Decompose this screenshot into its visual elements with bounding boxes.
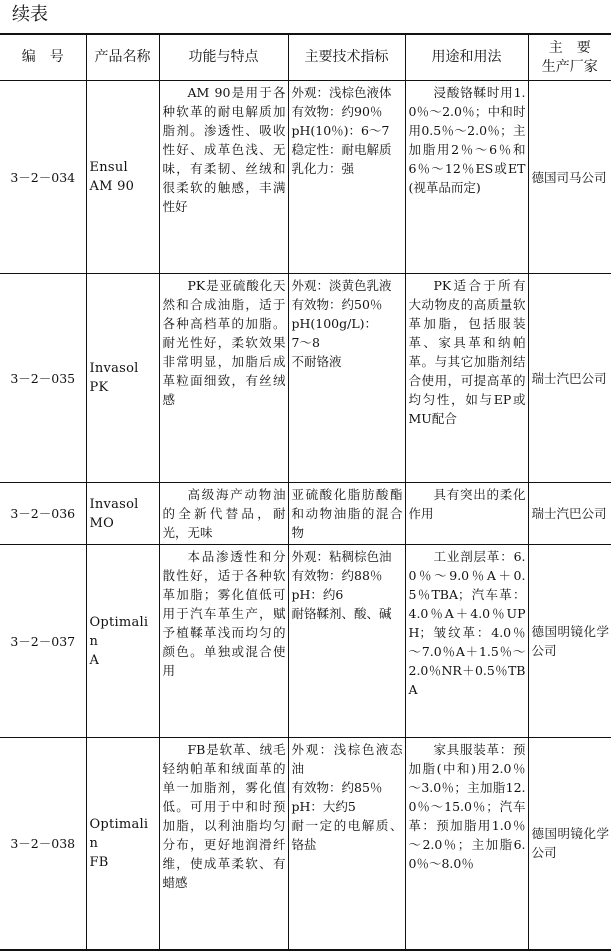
header-usage: 用途和用法: [405, 34, 528, 81]
spec-line: pH：约6: [291, 587, 344, 602]
spec-line: 有效物：约85％: [291, 780, 383, 795]
cell-no: 3－2－038: [0, 738, 86, 950]
spec-line: 外观：浅棕色液体: [291, 85, 392, 100]
spec-line: pH：大约5: [291, 799, 356, 814]
cell-manufacturer: 德国明镜化学公司: [528, 738, 611, 950]
product-name-line: AM 90: [89, 179, 135, 194]
table-caption: 续表: [12, 4, 48, 25]
cell-manufacturer: 瑞士汽巴公司: [528, 274, 611, 483]
cell-specs: [288, 274, 405, 483]
product-name-line: Ensul: [89, 160, 128, 175]
spec-line: 乳化力：强: [291, 161, 355, 176]
spec-line: 有效物：约88％: [291, 568, 383, 583]
cell-specs: [288, 483, 405, 545]
product-name-line: PK: [89, 380, 109, 395]
cell-features: PK是亚硫酸化天然和合成油脂，适于各种高档革的加脂。耐光性好，柔软效果非常明显，加脂后成革粒面细致，有丝绒感: [159, 274, 288, 483]
spec-line: pH(10％)：6～7: [291, 123, 390, 138]
cell-product-name: [86, 545, 159, 738]
cell-features: 本品渗透性和分散性好，适于各种软革加脂；雾化值低可用于汽车革生产，赋予植鞣革浅而均匀的颜色。单独或混合使用: [159, 545, 288, 738]
product-table: [0, 33, 611, 951]
header-specs: 主要技术指标: [288, 34, 405, 81]
cell-product-name: [86, 274, 159, 483]
spec-line: 外观：淡黄色乳液: [291, 278, 392, 293]
spec-line: 耐一定的电解质、铬盐: [291, 818, 403, 852]
product-name-line: Optimalin: [89, 816, 149, 851]
product-name-line: Invasol: [89, 496, 139, 512]
cell-usage: 具有突出的柔化作用: [405, 483, 528, 545]
cell-no: 3－2－037: [0, 545, 86, 738]
spec-line: pH(100g/L)：: [291, 316, 378, 331]
table-row: [0, 483, 611, 545]
header-name: 产品名称: [86, 34, 159, 81]
cell-features: AM 90是用于各种软革的耐电解质加脂剂。渗透性、吸收性好、成革色浅、无味，有柔韧、丝绒和很柔软的触感，丰满性好: [159, 81, 288, 274]
cell-specs: [288, 81, 405, 274]
table-row: [0, 545, 611, 738]
header-features: 功能与特点: [159, 34, 288, 81]
spec-line: 7～8: [291, 335, 320, 350]
cell-specs: [288, 545, 405, 738]
product-name-line: Invasol: [89, 361, 139, 376]
cell-product-name: [86, 738, 159, 950]
product-name-line: A: [89, 652, 100, 668]
table-row: [0, 738, 611, 950]
spec-line: 外观：粘稠棕色油: [291, 549, 392, 564]
cell-features: 高级海产动物油的全新代替品，耐光，无味: [159, 483, 288, 545]
spec-line: 不耐铬液: [291, 354, 342, 369]
cell-usage: 浸酸铬鞣时用1.0％～2.0％；中和时用0.5％～2.0％；主加脂用2％～6％和6％～12％ES或ET(视革品而定): [405, 81, 528, 274]
header-maker: 主 要 生产厂家: [528, 34, 611, 81]
cell-features: FB是软革、绒毛轻纳帕革和绒面革的单一加脂剂，雾化值低。可用于中和时预加脂，以利油脂均匀分布，更好地润滑纤维，使成革柔软、有蜡感: [159, 738, 288, 950]
table-row: [0, 81, 611, 274]
spec-line: 外观：浅棕色液态油: [291, 742, 403, 776]
header-no: 编 号: [0, 34, 86, 81]
spec-line: 有效物：约50％: [291, 297, 383, 312]
cell-no: 3－2－035: [0, 274, 86, 483]
cell-product-name: [86, 81, 159, 274]
product-name-line: Optimalin: [89, 614, 149, 649]
spec-line: 稳定性：耐电解质: [291, 142, 392, 157]
cell-product-name: [86, 483, 159, 545]
product-name-line: MO: [89, 515, 114, 531]
cell-specs: [288, 738, 405, 950]
spec-line: 耐铬鞣剂、酸、碱: [291, 606, 392, 621]
cell-usage: 工业剖层革：6.0％～9.0％A＋0.5％TBA；汽车革：4.0％A＋4.0％UPH；皱纹革：4.0％～7.0％A＋1.5％～2.0％NR＋0.5％TBA: [405, 545, 528, 738]
header-row: [0, 34, 611, 81]
cell-manufacturer: 瑞士汽巴公司: [528, 483, 611, 545]
cell-usage: 家具服装革：预加脂(中和)用2.0％～3.0％；主加脂12.0％～15.0％；汽车革：预加脂用1.0％～2.0％；主加脂6.0％～8.0％: [405, 738, 528, 950]
spec-line: 有效物：约90％: [291, 104, 383, 119]
cell-manufacturer: 德国明镜化学公司: [528, 545, 611, 738]
cell-manufacturer: 德国司马公司: [528, 81, 611, 274]
spec-line: 亚硫酸化脂肪酸酯和动物油脂的混合物: [291, 487, 403, 540]
cell-no: 3－2－034: [0, 81, 86, 274]
cell-no: 3－2－036: [0, 483, 86, 545]
product-name-line: FB: [89, 854, 109, 870]
table-row: [0, 274, 611, 483]
cell-usage: PK适合于所有大动物皮的高质量软革加脂，包括服装革、家具革和纳帕革。与其它加脂剂结合使用，可提高革的均匀性，如与EP或MU配合: [405, 274, 528, 483]
